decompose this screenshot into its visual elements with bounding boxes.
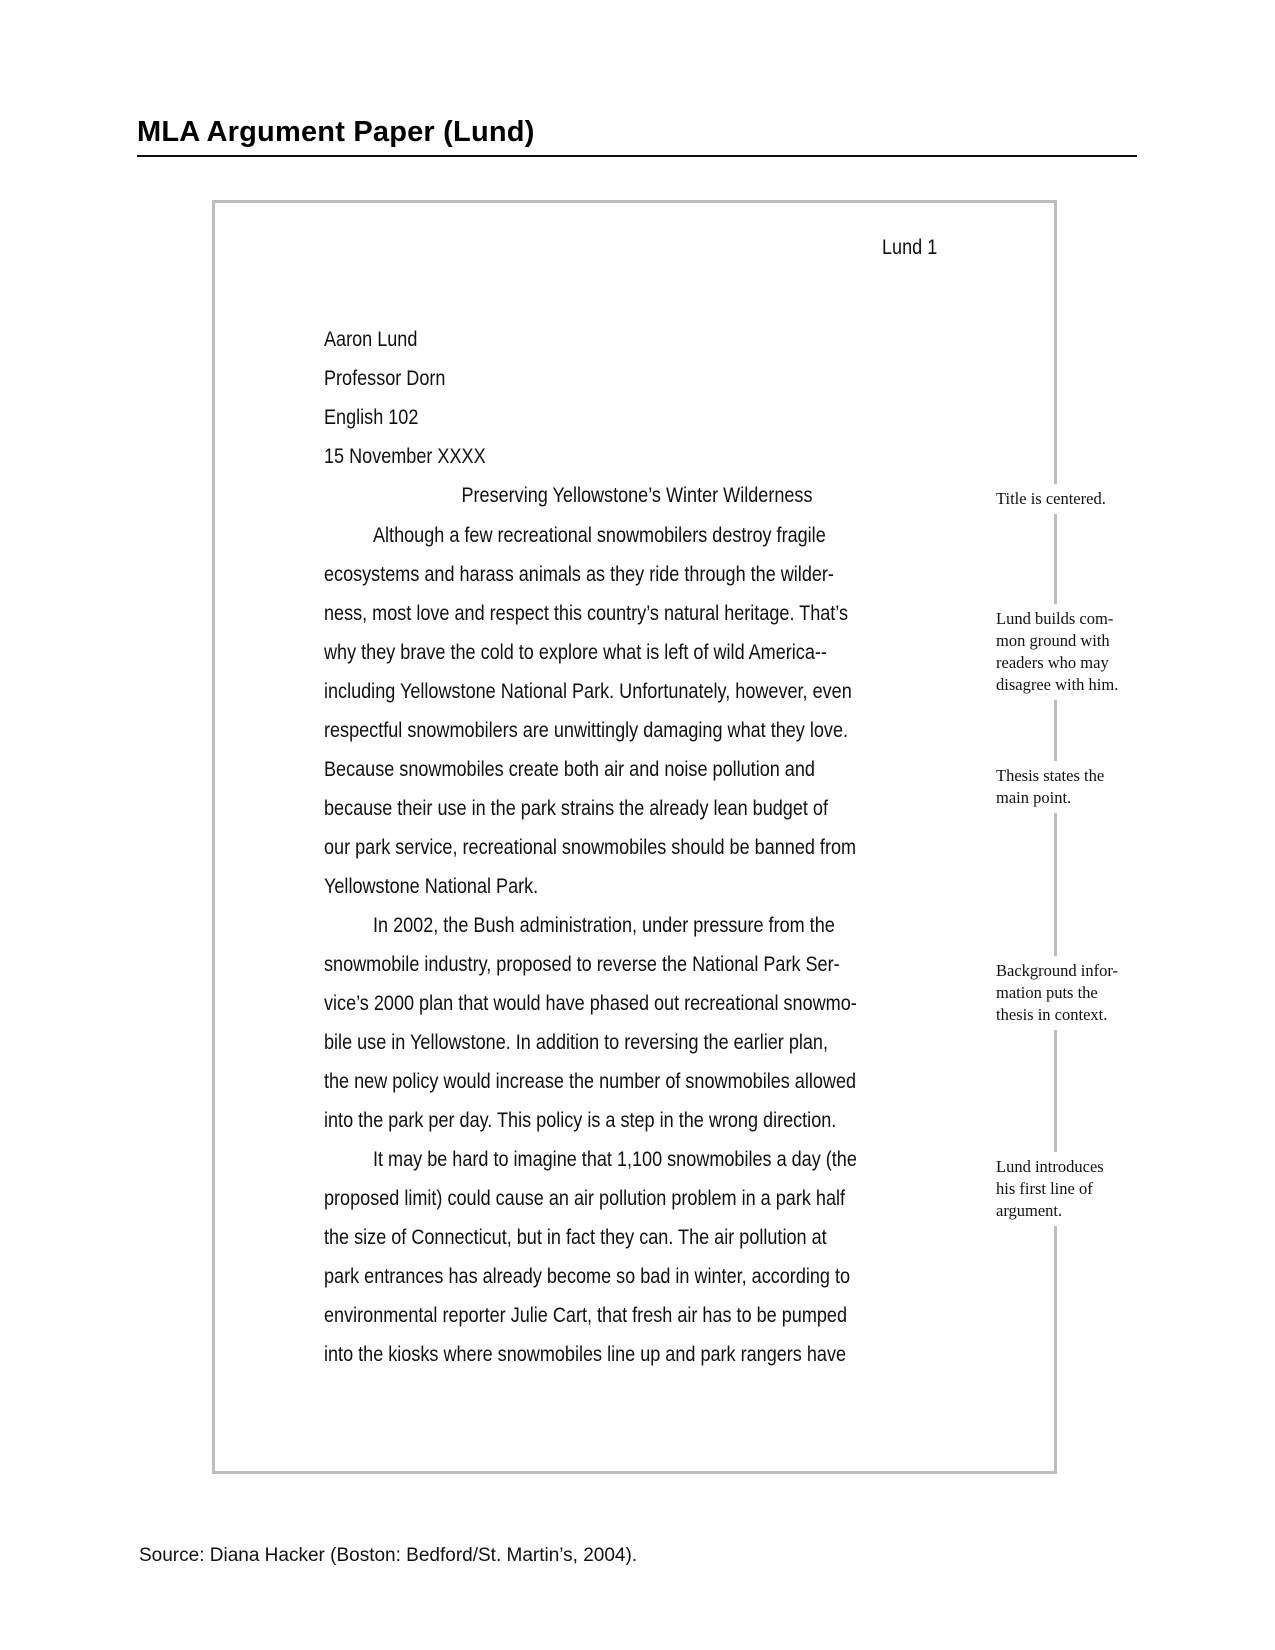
- paper-title: Preserving Yellowstone’s Winter Wilderness: [461, 484, 813, 507]
- margin-note-thesis: [996, 761, 1136, 813]
- body-line: respectful snowmobilers are unwittingly damaging what they love.: [324, 719, 849, 742]
- body-line: the size of Connecticut, but in fact they can. The air pollution at: [324, 1226, 827, 1249]
- body-line: because their use in the park strains the already lean budget of: [324, 797, 829, 820]
- note-line: readers who may: [996, 653, 1109, 672]
- body-line: bile use in Yellowstone. In addition to reversing the earlier plan,: [324, 1031, 829, 1054]
- note-line: Lund introduces: [996, 1157, 1104, 1176]
- page-heading: MLA Argument Paper (Lund): [137, 116, 535, 148]
- body-line: proposed limit) could cause an air pollution problem in a park half: [324, 1187, 846, 1210]
- paper-date: 15 November XXXX: [324, 445, 486, 468]
- note-line: thesis in context.: [996, 1005, 1108, 1024]
- note-line: Title is centered.: [996, 489, 1106, 508]
- body-line: the new policy would increase the number of snowmobiles allowed: [324, 1070, 857, 1093]
- body-line: ness, most love and respect this country’s natural heritage. That’s: [324, 602, 849, 625]
- body-line: our park service, recreational snowmobiles should be banned from: [324, 836, 857, 859]
- note-line: argument.: [996, 1201, 1063, 1220]
- body-line: Although a few recreational snowmobilers destroy fragile: [373, 524, 826, 547]
- margin-note-first-argument: [996, 1152, 1136, 1226]
- body-line: including Yellowstone National Park. Unfortunately, however, even: [324, 680, 852, 703]
- body-line: Yellowstone National Park.: [324, 875, 539, 898]
- margin-note-common-ground: [996, 604, 1136, 700]
- body-line: vice’s 2000 plan that would have phased out recreational snowmo-: [324, 992, 857, 1015]
- body-line: why they brave the cold to explore what is left of wild America--: [324, 641, 827, 664]
- body-line: It may be hard to imagine that 1,100 snowmobiles a day (the: [373, 1148, 857, 1171]
- note-line: Thesis states the: [996, 766, 1105, 785]
- body-line: In 2002, the Bush administration, under pressure from the: [373, 914, 835, 937]
- body-line: park entrances has already become so bad in winter, according to: [324, 1265, 851, 1288]
- note-line: Background infor-: [996, 961, 1119, 980]
- note-line: mon ground with: [996, 631, 1110, 650]
- body-line: Because snowmobiles create both air and noise pollution and: [324, 758, 815, 781]
- note-line: mation puts the: [996, 983, 1098, 1002]
- instructor-name: Professor Dorn: [324, 367, 446, 390]
- body-line: into the kiosks where snowmobiles line up and park rangers have: [324, 1343, 847, 1366]
- running-head: Lund 1: [882, 236, 938, 259]
- margin-note-background: [996, 956, 1136, 1030]
- body-line: snowmobile industry, proposed to reverse the National Park Ser-: [324, 953, 840, 976]
- note-line: Lund builds com-: [996, 609, 1114, 628]
- note-line: main point.: [996, 788, 1072, 807]
- heading-rule: [137, 155, 1137, 157]
- course-name: English 102: [324, 406, 419, 429]
- body-line: environmental reporter Julie Cart, that fresh air has to be pumped: [324, 1304, 848, 1327]
- body-line: into the park per day. This policy is a step in the wrong direction.: [324, 1109, 837, 1132]
- body-line: ecosystems and harass animals as they ride through the wilder-: [324, 563, 834, 586]
- margin-note-title-centered: [996, 484, 1136, 514]
- author-name: Aaron Lund: [324, 328, 418, 351]
- note-line: disagree with him.: [996, 675, 1119, 694]
- source-citation: Source: Diana Hacker (Boston: Bedford/St. Martin’s, 2004).: [139, 1545, 638, 1566]
- note-line: his first line of: [996, 1179, 1093, 1198]
